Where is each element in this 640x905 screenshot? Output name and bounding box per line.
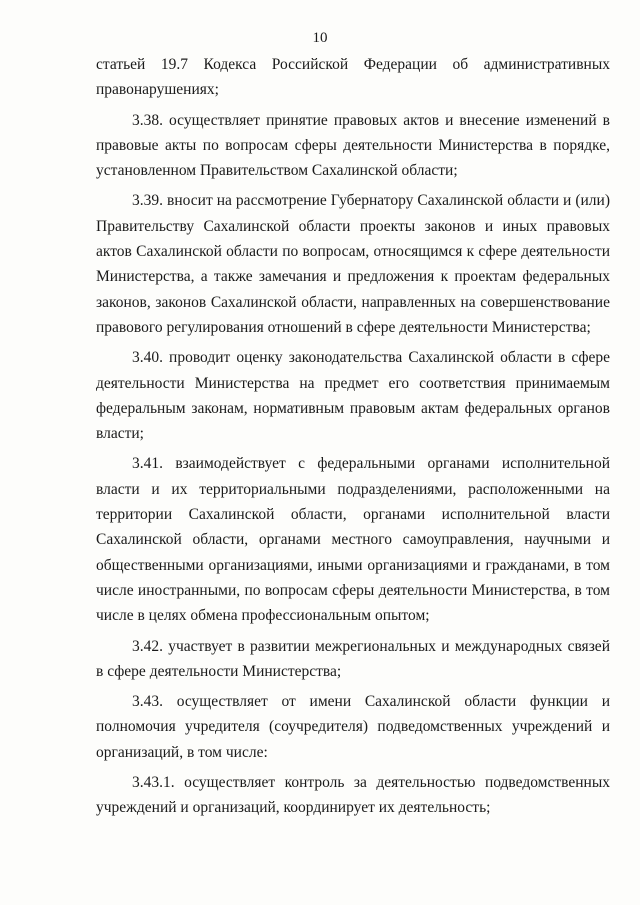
paragraph-3-41: 3.41. взаимодействует с федеральными органами исполнительной власти и их территориальными подразделениями, расположенными на территории Сахалинской области, органами исполнительной власти Сахалинской области, органами местного самоуправления, научными и общественными организациями, иными организациями и гражданами, в том числе иностранными, по вопросам сферы деятельности Министерства, в том числе в целях обмена профессиональным опытом; <box>96 455 610 625</box>
document-body <box>96 52 610 821</box>
paragraph-3-42: 3.42. участвует в развитии межрегиональных и международных связей в сфере деятельности Министерства; <box>96 637 610 680</box>
paragraph-3-38: 3.38. осуществляет принятие правовых актов и внесение изменений в правовые акты по вопросам сферы деятельности Министерства в порядке, установленном Правительством Сахалинской области; <box>96 111 610 180</box>
page-number: 10 <box>312 30 328 46</box>
paragraph-continuation: статьей 19.7 Кодекса Российской Федерации об административных правонарушениях; <box>96 56 610 99</box>
paragraph-3-40: 3.40. проводит оценку законодательства Сахалинской области в сфере деятельности Министерства на предмет его соответствия принимаемым федеральным законам, нормативным правовым актам федеральных органов власти; <box>96 349 610 443</box>
paragraph-3-43: 3.43. осуществляет от имени Сахалинской области функции и полномочия учредителя (соучредителя) подведомственных учреждений и организаций, в том числе: <box>96 693 610 761</box>
paragraph-3-39: 3.39. вносит на рассмотрение Губернатору Сахалинской области и (или) Правительству Сахалинской области проекты законов и иных правовых актов Сахалинской области по вопросам, относящимся к сфере деятельности Министерства, а также замечания и предложения к проектам федеральных законов, законов Сахалинской области, направленных на совершенствование правового регулирования отношений в сфере деятельности Министерства; <box>96 192 610 336</box>
paragraph-3-43-1: 3.43.1. осуществляет контроль за деятельностью подведомственных учреждений и организаций, координирует их деятельность; <box>96 774 610 817</box>
